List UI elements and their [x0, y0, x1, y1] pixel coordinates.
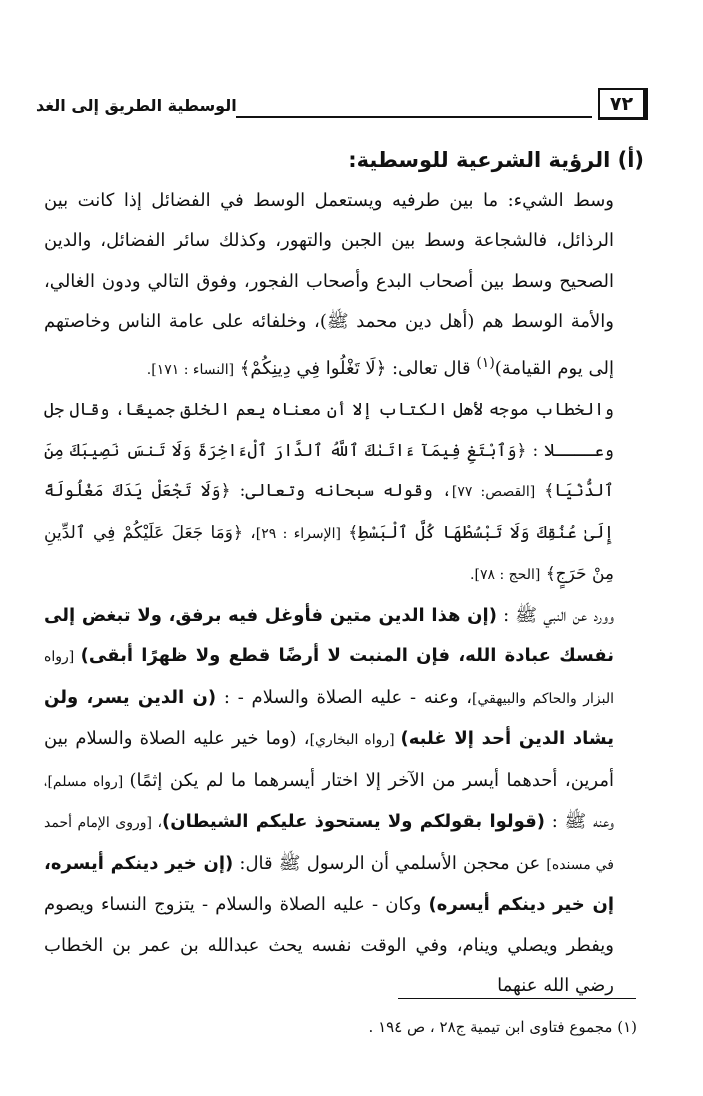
verse-reference: [القصص: ٧٧]: [451, 484, 536, 500]
verse-reference: [النساء : ١٧١].: [146, 361, 235, 378]
hadith-quote: (ن الدين يسر، ولن يشاد الدين أحد إلا غلبه): [44, 686, 615, 749]
paragraph-definition: [44, 181, 644, 391]
hadith-quote: (قولوا بقولكم ولا يستحوذ عليكم الشيطان): [162, 811, 545, 832]
footnote-divider: [398, 998, 636, 999]
paragraph-text: قال تعالى: ﴿لَا تَغْلُوا فِي دِينِكُمْ﴾: [234, 357, 477, 379]
paragraph-text: وسط الشيء: ما بين طرفيه ويستعمل الوسط في الفضائل إذا كانت بين الرذائل، فالشجاعة وسط بين الجبن والتهور، وكذلك سائر الفضائل، والدين الصحيح وسط بين أصحاب البدع وأصحاب الفجور، وفوق التالي ودون الغالي، والأمة الوسط هم (أهل دين محمد ﷺ)، وخلفائه على عامة الناس وخاصتهم إلى يوم القيامة): [44, 189, 614, 379]
hadith-reference: [رواه البخاري]: [309, 732, 401, 748]
page-header: [36, 88, 648, 122]
footnote: (١) مجموع فتاوى ابن تيمية ج٢٨ ، ص ١٩٤ .: [368, 1018, 637, 1036]
hadith-quote: (إن خير دينكم أيسره، إن خير دينكم أيسره): [44, 852, 614, 915]
footnote-marker: (١): [476, 354, 495, 371]
hadith-reference: [رواه البزار والحاكم والبيهقي]: [44, 649, 615, 707]
paragraph-text: عن محجن الأسلمي أن الرسول ﷺ قال:: [233, 852, 547, 874]
page-number: ٧٢: [598, 88, 648, 120]
paragraph-text: ، وقوله سبحانه وتعالى: ﴿وَلَا تَجْعَلْ يَدَكَ مَغْلُولَةً إِلَىٰ عُنُقِكَ وَلَا تَبْسُطْهَا كُلَّ ٱلْبَسْطِ﴾: [44, 481, 614, 543]
paragraph-text: والخطاب موجه لأهل الكتاب إلا أن معناه يعم الخلق جميعًا، وقال جل وعــــلا : ﴿وَٱبْتَغِ فِيمَآ ءَاتَىٰكَ ٱللَّهُ ٱلدَّارَ ٱلْءَاخِرَةَ وَلَا تَنسَ نَصِيبَكَ مِنَ ٱلدُّنْيَا﴾: [44, 400, 614, 501]
paragraph-text: ، وعنه ﷺ :: [44, 769, 614, 832]
paragraph-text: وورد عن النبي ﷺ :: [496, 604, 614, 626]
hadith-reference: [رواه مسلم]: [47, 773, 130, 790]
paragraph-text: ، وعنه - عليه الصلاة والسلام - :: [216, 686, 473, 708]
verse-reference: [الحج : ٧٨].: [470, 567, 541, 583]
hadith-reference: ، [وروى الإمام أحمد في مسنده]: [44, 815, 615, 873]
section-heading: (أ) الرؤية الشرعية للوسطية:: [348, 148, 644, 172]
header-rule: [236, 116, 592, 118]
paragraph-verses: [44, 390, 644, 596]
page-body: [44, 140, 644, 1007]
hadith-quote: (إن هذا الدين متين فأوغل فيه برفق، ولا تبغض إلى نفسك عبادة الله، فإن المنبت لا أرضًا قطع ولا ظهرًا أبقى): [44, 604, 614, 666]
paragraph-text: وكان - عليه الصلاة والسلام - يتزوج النساء ويصوم ويفطر ويصلي وينام، وفي الوقت نفسه يحث عبدالله بن عمر بن الخطاب رضي الله عنهما: [44, 894, 614, 996]
paragraph-hadith: [44, 596, 644, 1007]
verse-reference: [الإسراء : ٢٩]: [255, 525, 341, 542]
paragraph-text: ، (وما خير عليه الصلاة والسلام بين أمرين، أحدهما أيسر من الآخر إلا اختار أيسرهما ما لم يكن إثمًا): [44, 728, 615, 791]
running-title: الوسطية الطريق إلى الغد: [36, 96, 237, 115]
paragraph-text: ، ﴿وَمَا جَعَلَ عَلَيْكُمْ فِي ٱلدِّينِ مِنْ حَرَجٍ﴾: [44, 522, 614, 584]
